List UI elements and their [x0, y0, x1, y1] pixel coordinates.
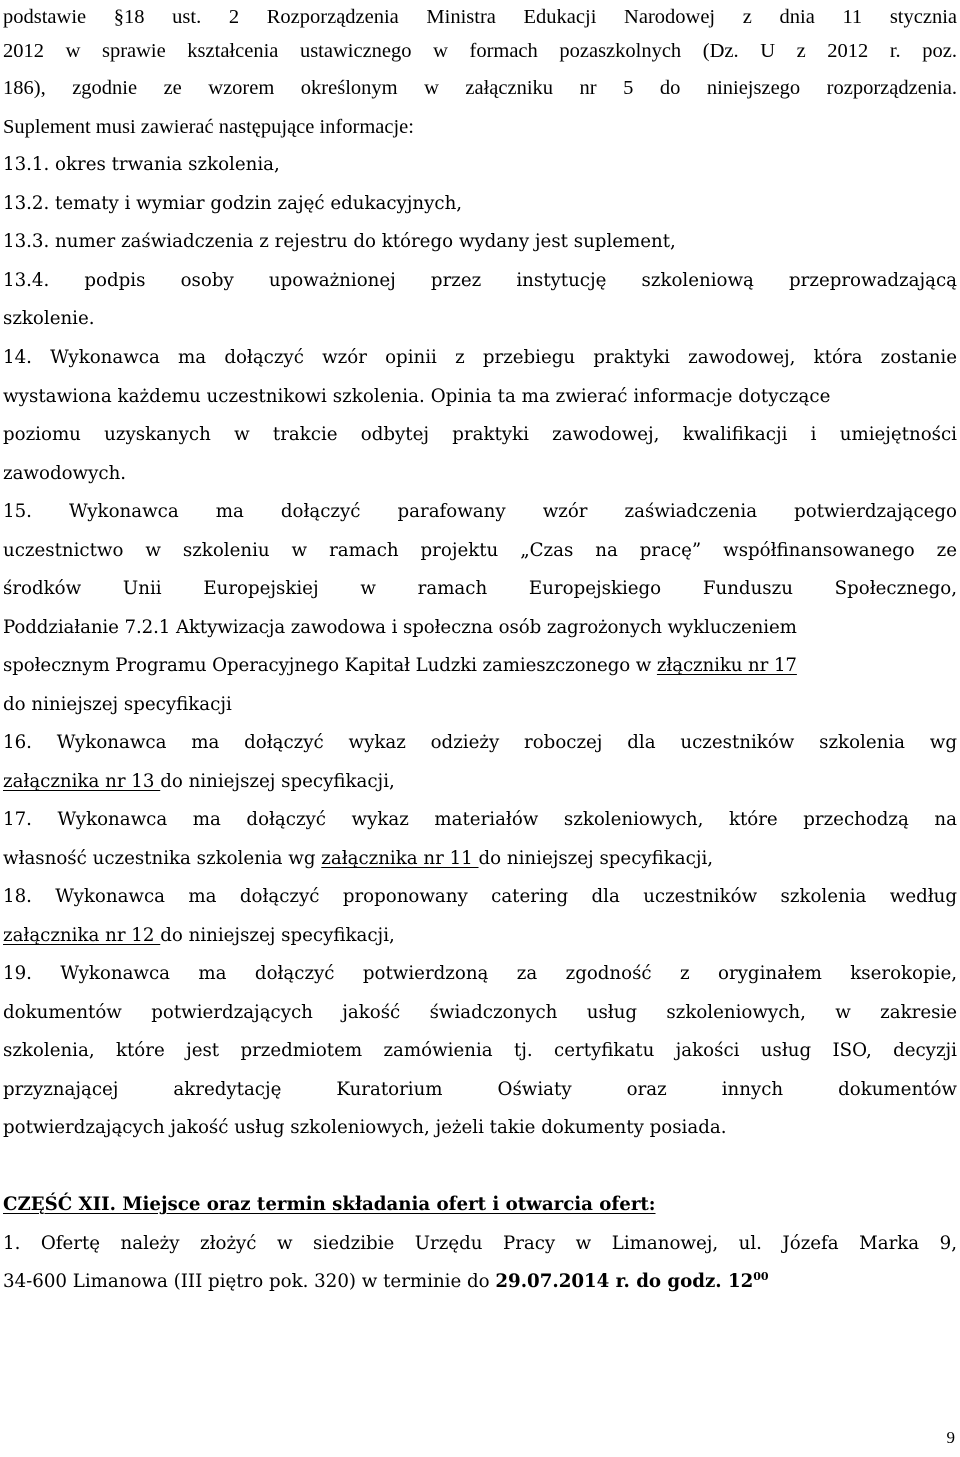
- text-fragment: wystawiona każdemu uczestnikowi szkolenia.: [3, 386, 425, 407]
- text-line: 2012 w sprawie kształcenia ustawicznego w formach pozaszkolnych (Dz. U z 2012 r. poz.: [3, 40, 957, 62]
- list-item: 19. Wykonawca ma dołączyć potwierdzoną za zgodność z oryginałem kserokopie,: [3, 963, 957, 984]
- list-item: 13.2. tematy i wymiar godzin zajęć edukacyjnych,: [3, 193, 463, 214]
- text-line: do niniejszej specyfikacji: [3, 694, 232, 715]
- text-fragment: do niniejszej specyfikacji,: [160, 771, 395, 792]
- attachment-link[interactable]: załącznika nr 11: [321, 848, 479, 869]
- attachment-link[interactable]: złączniku nr 17: [656, 655, 797, 676]
- text-line: [3, 765, 957, 799]
- text-line: środków Unii Europejskiej w ramach Europejskiego Funduszu Społecznego,: [3, 578, 957, 599]
- list-item: 13.3. numer zaświadczenia z rejestru do którego wydany jest suplement,: [3, 231, 676, 252]
- text-line: potwierdzających jakość usług szkoleniowych, jeżeli takie dokumenty posiada.: [3, 1117, 727, 1138]
- text-fragment: do niniejszej specyfikacji,: [478, 848, 714, 869]
- list-item: 18. Wykonawca ma dołączyć proponowany catering dla uczestników szkolenia według: [3, 886, 957, 907]
- text-fragment: do niniejszej specyfikacji,: [160, 925, 395, 946]
- text-line: [3, 842, 957, 876]
- deadline-minutes: 00: [753, 1270, 769, 1283]
- text-fragment: Aktywizacja zawodowa i społeczna osób zagrożonych wykluczeniem: [170, 617, 797, 638]
- text-fragment: społecznym Programu Operacyjnego Kapitał Ludzki zamieszczonego w: [3, 655, 657, 676]
- text-line: [3, 1265, 957, 1299]
- text-line: zawodowych.: [3, 463, 127, 484]
- deadline-date: 29.07.2014 r. do godz. 12: [495, 1271, 754, 1292]
- text-line: Suplement musi zawierać następujące informacje:: [3, 116, 414, 138]
- text-line: [3, 380, 957, 414]
- list-item: 13.1. okres trwania szkolenia,: [3, 154, 280, 175]
- list-item: 15. Wykonawca ma dołączyć parafowany wzór zaświadczenia potwierdzającego: [3, 501, 957, 522]
- list-item: 13.4. podpis osoby upoważnionej przez instytucję szkoleniową przeprowadzającą: [3, 270, 957, 291]
- section-heading-text: CZĘŚĆ XII. Miejsce oraz termin składania ofert i otwarcia ofert:: [3, 1194, 656, 1215]
- text-fragment: 34-600 Limanowa (III piętro pok. 320) w terminie do: [3, 1271, 496, 1292]
- text-line: [3, 611, 957, 645]
- text-line: szkolenie.: [3, 308, 95, 329]
- text-line: [3, 649, 957, 683]
- text-fragment: Poddziałanie 7.2.1: [3, 617, 171, 638]
- attachment-link[interactable]: załącznika nr 12: [3, 925, 161, 946]
- list-item: 17. Wykonawca ma dołączyć wykaz materiałów szkoleniowych, które przechodzą na: [3, 809, 957, 830]
- text-line: dokumentów potwierdzających jakość świadczonych usług szkoleniowych, w zakresie: [3, 1002, 957, 1023]
- text-line: [3, 919, 957, 953]
- text-line: uczestnictwo w szkoleniu w ramach projektu „Czas na pracę” współfinansowanego ze: [3, 540, 957, 561]
- list-item: 14. Wykonawca ma dołączyć wzór opinii z przebiegu praktyki zawodowej, która zostanie: [3, 347, 957, 368]
- text-fragment: własność uczestnika szkolenia wg: [3, 848, 322, 869]
- text-line: szkolenia, które jest przedmiotem zamówienia tj. certyfikatu jakości usług ISO, decyzji: [3, 1040, 957, 1061]
- list-item: 16. Wykonawca ma dołączyć wykaz odzieży roboczej dla uczestników szkolenia wg: [3, 732, 957, 753]
- text-line: 186), zgodnie ze wzorem określonym w załączniku nr 5 do niniejszego rozporządzenia.: [3, 77, 957, 99]
- list-item: 1. Ofertę należy złożyć w siedzibie Urzędu Pracy w Limanowej, ul. Józefa Marka 9,: [3, 1233, 957, 1254]
- page-number: 9: [946, 1428, 955, 1447]
- text-line: podstawie §18 ust. 2 Rozporządzenia Ministra Edukacji Narodowej z dnia 11 stycznia: [3, 6, 957, 28]
- section-heading: [3, 1188, 957, 1222]
- attachment-link[interactable]: załącznika nr 13: [3, 771, 161, 792]
- text-fragment: Opinia ta ma zwierać informacje dotyczące: [424, 386, 831, 407]
- text-line: poziomu uzyskanych w trakcie odbytej praktyki zawodowej, kwalifikacji i umiejętności: [3, 424, 957, 445]
- text-line: przyznającej akredytację Kuratorium Oświaty oraz innych dokumentów: [3, 1079, 957, 1100]
